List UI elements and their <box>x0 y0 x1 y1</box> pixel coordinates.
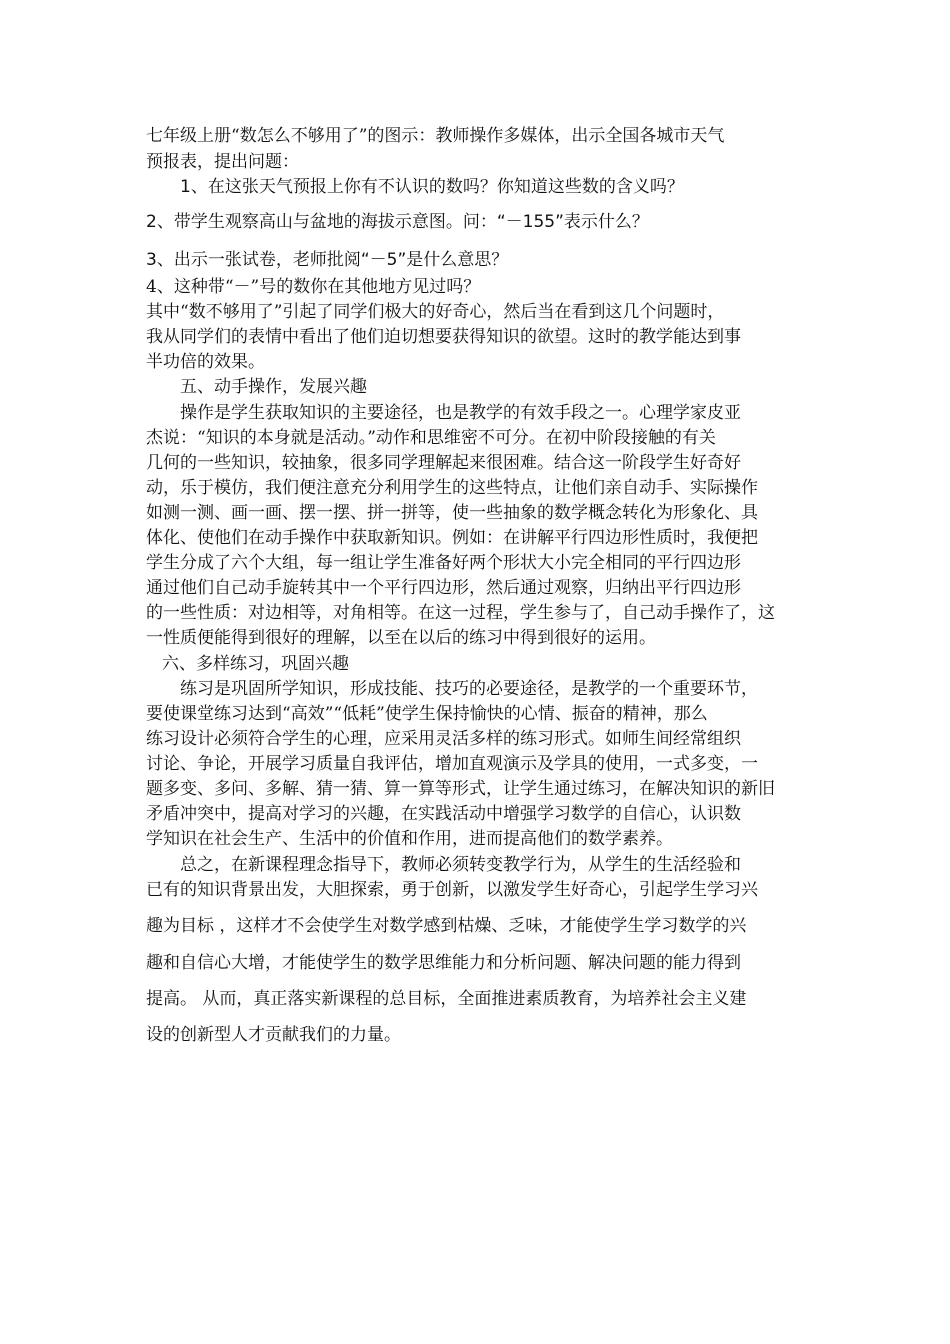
text-line: 体化、使他们在动手操作中获取新知识。例如：在讲解平行四边形性质时，我便把 <box>146 528 758 548</box>
text-line: 已有的知识背景出发，大胆探索，勇于创新，以激发学生好奇心，引起学生学习兴 <box>146 880 758 900</box>
text-line: 其中“数不够用了”引起了同学们极大的好奇心，然后当在看到这几个问题时， <box>146 302 725 322</box>
text-line: 几何的一些知识，较抽象，很多同学理解起来很困难。结合这一阶段学生好奇好 <box>146 453 741 473</box>
text-line: 学知识在社会生产、生活中的价值和作用，进而提高他们的数学素养。 <box>146 829 673 849</box>
question-1: 1、在这张天气预报上你有不认识的数吗？你知道这些数的含义吗？ <box>180 177 684 197</box>
text-line: 总之，在新课程理念指导下，教师必须转变教学行为，从学生的生活经验和 <box>180 855 741 875</box>
text-line: 提高。 从而，真正落实新课程的总目标，全面推进素质教育，为培养社会主义建 <box>146 989 747 1009</box>
question-4: 4、这种带“－”号的数你在其他地方见过吗？ <box>146 277 481 297</box>
text-line: 一性质便能得到很好的理解，以至在以后的练习中得到很好的运用。 <box>146 628 656 648</box>
section-heading-6: 六、多样练习，巩固兴趣 <box>162 654 349 674</box>
question-3: 3、出示一张试卷，老师批阅“－5”是什么意思？ <box>146 250 509 270</box>
text-line: 杰说：“知识的本身就是活动。”动作和思维密不可分。在初中阶段接触的有关 <box>146 428 716 448</box>
text-line: 动，乐于模仿，我们便注意充分利用学生的这些特点，让他们亲自动手、实际操作 <box>146 478 758 498</box>
text-line: 的一些性质：对边相等，对角相等。在这一过程，学生参与了，自己动手操作了，这 <box>146 603 775 623</box>
text-line: 通过他们自己动手旋转其中一个平行四边形，然后通过观察，归纳出平行四边形 <box>146 578 741 598</box>
section-heading-5: 五、动手操作，发展兴趣 <box>180 377 367 397</box>
text-line: 要使课堂练习达到“高效”“低耗”使学生保持愉快的心情、振奋的精神，那么 <box>146 704 708 724</box>
text-line: 预报表，提出问题： <box>146 152 299 172</box>
text-line: 如测一测、画一画、摆一摆、拼一拼等，使一些抽象的数学概念转化为形象化、具 <box>146 503 758 523</box>
text-line: 矛盾冲突中，提高对学习的兴趣，在实践活动中增强学习数学的自信心，认识数 <box>146 804 741 824</box>
text-line: 练习设计必须符合学生的心理，应采用灵活多样的练习形式。如师生间经常组织 <box>146 729 741 749</box>
text-line: 讨论、争论，开展学习质量自我评估，增加直观演示及学具的使用，一式多变，一 <box>146 754 758 774</box>
text-line: 学生分成了六个大组，每一组让学生准备好两个形状大小完全相同的平行四边形 <box>146 553 741 573</box>
text-line: 趣和自信心大增，才能使学生的数学思维能力和分析问题、解决问题的能力得到 <box>146 953 741 973</box>
text-line: 趣为目标 ，这样才不会使学生对数学感到枯燥、乏味，才能使学生学习数学的兴 <box>146 916 747 936</box>
text-line: 练习是巩固所学知识，形成技能、技巧的必要途径，是教学的一个重要环节， <box>180 679 758 699</box>
question-2: 2、带学生观察高山与盆地的海拔示意图。问：“－155”表示什么？ <box>146 212 649 232</box>
text-line: 我从同学们的表情中看出了他们迫切想要获得知识的欲望。这时的教学能达到事 <box>146 327 741 347</box>
text-line: 操作是学生获取知识的主要途径，也是教学的有效手段之一。心理学家皮亚 <box>180 403 741 423</box>
text-line: 半功倍的效果。 <box>146 352 265 372</box>
text-line: 题多变、多问、多解、猜一猜、算一算等形式，让学生通过练习，在解决知识的新旧 <box>146 779 775 799</box>
text-line: 七年级上册“数怎么不够用了”的图示：教师操作多媒体，出示全国各城市天气 <box>146 126 725 146</box>
text-line: 设的创新型人才贡献我们的力量。 <box>146 1025 401 1045</box>
